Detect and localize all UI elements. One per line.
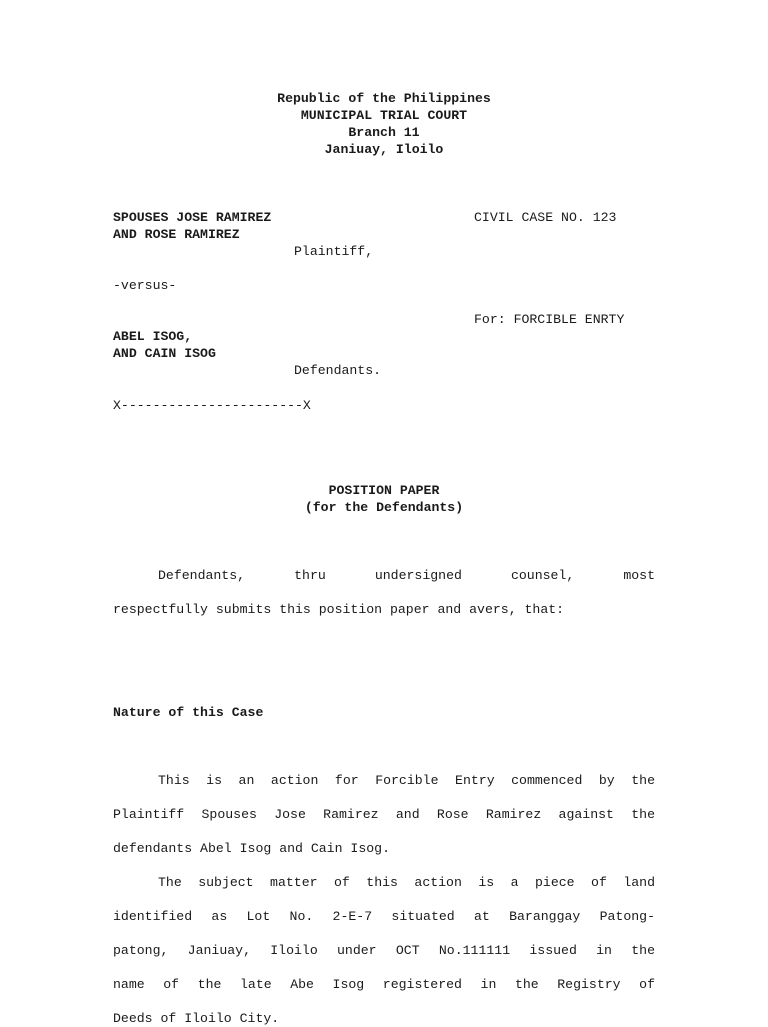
paragraph1-line1: This is an action for Forcible Entry commenced by the [158,773,655,788]
section-heading-nature: Nature of this Case [113,705,264,720]
header-location: Janiuay, Iloilo [324,142,444,157]
plaintiff-name-line1: SPOUSES JOSE RAMIREZ [113,210,272,225]
header-republic: Republic of the Philippines [277,91,491,106]
header-court: MUNICIPAL TRIAL COURT [300,108,468,123]
defendant-role: Defendants. [294,363,382,378]
paragraph2-line4: name of the late Abe Isog registered in the Registry of [113,977,655,992]
case-nature: For: FORCIBLE ENRTY [474,312,625,327]
case-number: CIVIL CASE NO. 123 [474,210,617,225]
defendant-name-line2: AND CAIN ISOG [113,346,216,361]
paragraph2-line1: The subject matter of this action is a piece of land [158,875,655,890]
plaintiff-role: Plaintiff, [294,244,374,259]
document-title: POSITION PAPER [328,483,440,498]
paragraph2-line3: patong, Janiuay, Iloilo under OCT No.111111 issued in the [113,943,655,958]
paragraph1-line2: Plaintiff Spouses Jose Ramirez and Rose Ramirez against the [113,807,655,822]
defendant-name-line1: ABEL ISOG, [113,329,193,344]
plaintiff-name-line2: AND ROSE RAMIREZ [113,227,240,242]
caption-separator: X-----------------------X [113,398,311,413]
paragraph2-line5: Deeds of Iloilo City. [113,1011,280,1026]
document-subtitle: (for the Defendants) [304,500,464,515]
paragraph1-line3: defendants Abel Isog and Cain Isog. [113,841,390,856]
header-branch: Branch 11 [348,125,420,140]
versus-label: -versus- [113,278,177,293]
paragraph2-line2: identified as Lot No. 2-E-7 situated at Baranggay Patong- [113,909,655,924]
intro-line1: Defendants, thru undersigned counsel, most [158,568,655,583]
intro-line2: respectfully submits this position paper and avers, that: [113,602,565,617]
